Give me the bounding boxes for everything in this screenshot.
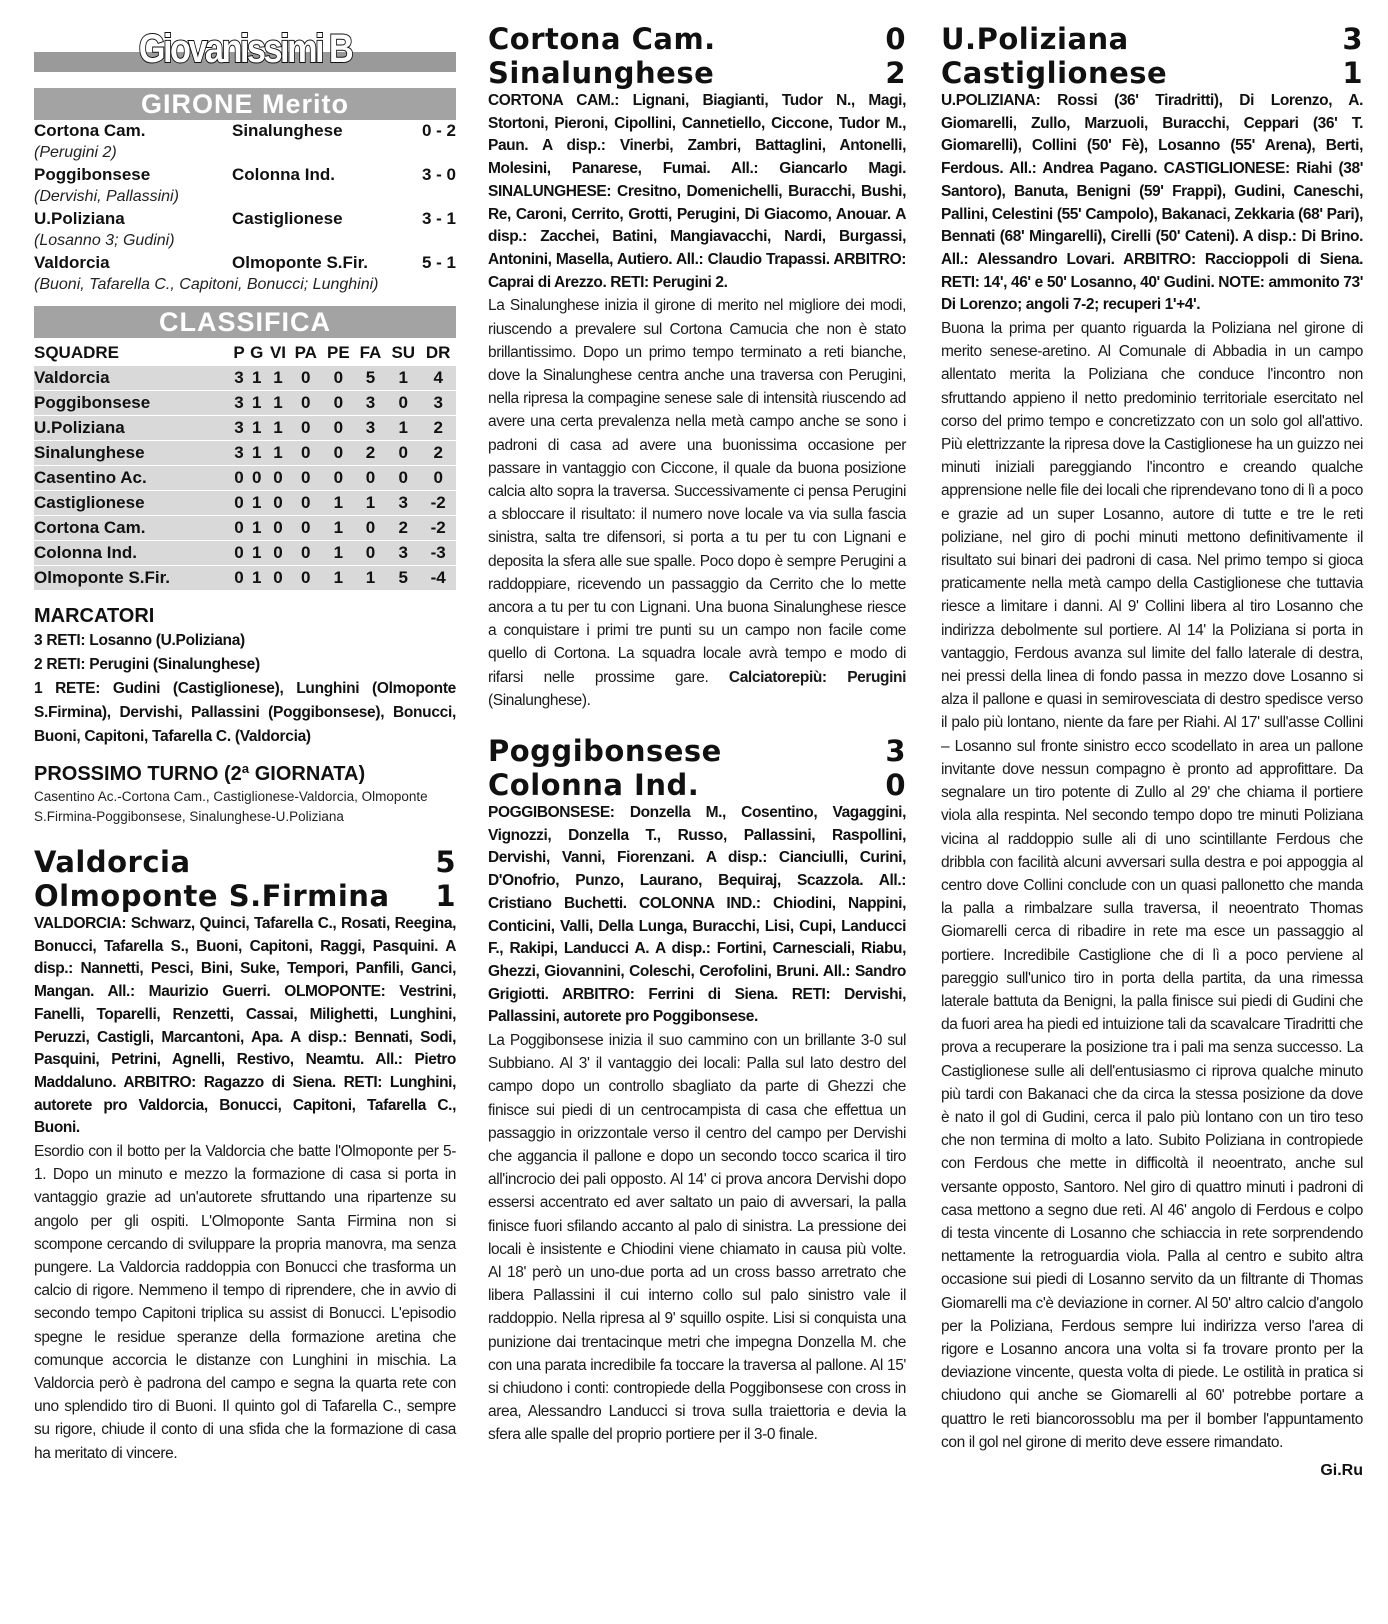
stat-cell: 0 — [355, 541, 386, 566]
stat-cell: 3 — [231, 391, 247, 416]
result-score: 5 - 1 — [421, 253, 456, 272]
stat-cell: 2 — [420, 441, 456, 466]
stat-cell: 0 — [386, 466, 420, 491]
stat-cell: 1 — [247, 541, 266, 566]
stat-cell: 0 — [322, 391, 355, 416]
col-header: PE — [327, 343, 350, 362]
team-name: Poggibonsese — [34, 391, 231, 416]
standings-row — [34, 566, 456, 591]
stat-cell: 0 — [290, 466, 322, 491]
prossimo-turno-title: PROSSIMO TURNO (2ª GIORNATA) — [34, 763, 366, 785]
result-score: 0 - 2 — [421, 121, 456, 140]
team-name: Sinalunghese — [34, 441, 231, 466]
match-header — [941, 56, 1363, 90]
stat-cell: 2 — [420, 416, 456, 441]
standings-row — [34, 466, 456, 491]
result-item — [34, 120, 456, 164]
standings-table — [34, 340, 456, 591]
calciatore-label: Calciatorepiù: Perugini — [728, 668, 906, 686]
col-header: SQUADRE — [34, 343, 120, 362]
stat-cell: 3 — [231, 416, 247, 441]
section-title — [34, 26, 456, 72]
result-scorers: (Losanno 3; Gudini) — [34, 232, 175, 249]
stat-cell: 1 — [355, 566, 386, 591]
home-team: U.Poliziana — [941, 22, 1129, 56]
match-header — [488, 56, 906, 90]
stat-cell: 0 — [266, 491, 289, 516]
stat-cell: 0 — [290, 516, 322, 541]
stat-cell: -2 — [420, 491, 456, 516]
stat-cell: 0 — [386, 391, 420, 416]
stat-cell: 0 — [322, 366, 355, 391]
match-header — [488, 768, 906, 802]
stat-cell: 3 — [231, 441, 247, 466]
stat-cell: 1 — [386, 366, 420, 391]
result-scorers: (Perugini 2) — [34, 144, 117, 161]
standings-row — [34, 416, 456, 441]
stat-cell: 2 — [355, 441, 386, 466]
stat-cell: 0 — [266, 541, 289, 566]
stat-cell: 1 — [247, 391, 266, 416]
stat-cell: 0 — [231, 491, 247, 516]
match-lineup: CORTONA CAM.: Lignani, Biagianti, Tudor N., Magi, Stortoni, Pieroni, Cipollini, Cannetiello, Ciccone, Tudor M., Paun. A disp.: Vinerbi, Zambri, Battaglini, Antonelli, Molesini, Panarese, Fumai. All.: Giancarlo Magi. SINALUNGHESE: Cresitno, Domenichelli, Buracchi, Bushi, Re, Caroni, Cerrito, Grotti, Perugini, Di Giacomo, Anouar. A disp.: Zacchei, Batini, Mangiavacchi, Nardi, Burgassi, Antonini, Masella, Autiero. All.: Claudio Trapassi. ARBITRO: Caprai di Arezzo. RETI: Perugini 2. — [488, 92, 906, 291]
home-team: Cortona Cam. — [488, 22, 716, 56]
result-away: Sinalunghese — [232, 121, 343, 140]
result-away: Castiglionese — [232, 209, 343, 228]
away-score: 1 — [1342, 56, 1363, 90]
standings-row — [34, 491, 456, 516]
marcatori-line: 2 RETI: Perugini (Sinalunghese) — [34, 656, 260, 673]
standings-body — [34, 366, 456, 591]
stat-cell: 1 — [247, 516, 266, 541]
result-scorers: (Buoni, Tafarella C., Capitoni, Bonucci; Lunghini) — [34, 276, 379, 293]
girone-title: GIRONE Merito — [34, 88, 456, 120]
stat-cell: 2 — [386, 516, 420, 541]
home-team: Poggibonsese — [488, 733, 722, 768]
stat-cell: 1 — [266, 416, 289, 441]
stat-cell: 1 — [247, 416, 266, 441]
stat-cell: 0 — [247, 466, 266, 491]
result-score: 3 - 1 — [421, 209, 456, 228]
stat-cell: 1 — [322, 566, 355, 591]
stat-cell: 0 — [290, 441, 322, 466]
match-header — [34, 845, 456, 879]
away-team: Sinalunghese — [488, 56, 715, 90]
match-header — [488, 734, 906, 768]
standings-row — [34, 516, 456, 541]
standings-row — [34, 541, 456, 566]
team-name: U.Poliziana — [34, 416, 231, 441]
result-score: 3 - 0 — [421, 165, 456, 184]
col-header: SU — [391, 343, 416, 362]
stat-cell: 4 — [420, 366, 456, 391]
away-team: Castiglionese — [941, 56, 1168, 90]
match-lineup: VALDORCIA: Schwarz, Quinci, Tafarella C., Rosati, Reegina, Bonucci, Tafarella S., Buoni, Capitoni, Raggi, Pasquini. A disp.: Nannetti, Pesci, Bini, Suke, Tempori, Panfili, Ganci, Mangan. All.: Maurizio Guerri. OLMOPONTE: Vestrini, Fanelli, Toparelli, Renzetti, Cassai, Milighetti, Lunghini, Peruzzi, Castigli, Marcantoni, Apa. A disp.: Bennati, Sodi, Pasquini, Petrini, Agnelli, Restivo, Neamtu. All.: Pietro Maddaluno. ARBITRO: Ragazzo di Siena. RETI: Lunghini, autorete pro Valdorcia, Bonucci, Capitoni, Tafarella C., Buoni. — [34, 915, 456, 1137]
result-home: Valdorcia — [34, 253, 110, 272]
team-name: Castiglionese — [34, 491, 231, 516]
stat-cell: 3 — [355, 416, 386, 441]
stat-cell: 1 — [266, 391, 289, 416]
result-away: Olmoponte S.Fir. — [232, 253, 369, 272]
stat-cell: 0 — [386, 441, 420, 466]
stat-cell: 0 — [231, 566, 247, 591]
stat-cell: 0 — [322, 441, 355, 466]
stat-cell: 0 — [290, 366, 322, 391]
column-middle — [488, 0, 906, 1447]
stat-cell: 1 — [322, 491, 355, 516]
result-away: Colonna Ind. — [232, 165, 335, 184]
stat-cell: 3 — [420, 391, 456, 416]
stat-cell: 0 — [290, 566, 322, 591]
standings-row — [34, 366, 456, 391]
away-team: Colonna Ind. — [488, 767, 700, 802]
result-scorers: (Dervishi, Pallassini) — [34, 188, 179, 205]
match-header — [34, 879, 456, 913]
stat-cell: 0 — [231, 516, 247, 541]
home-score: 5 — [435, 845, 456, 879]
stat-cell: 1 — [247, 366, 266, 391]
stat-cell: 1 — [247, 566, 266, 591]
stat-cell: 3 — [386, 541, 420, 566]
column-left — [34, 0, 456, 1465]
stat-cell: 0 — [322, 416, 355, 441]
match-report: La Poggibonsese inizia il suo cammino con un brillante 3-0 sul Subbiano. Al 3' il vantaggio dei locali: Palla sul lato destro del campo dopo un controllo sbagliato da parte di Ghezzi che finisce sui piedi di un centrocampista di casa che effettua un passaggio in orizzontale verso il centro del campo per Dervishi che aggancia il pallone e dopo un secondo tocco scarica il tiro all'incrocio dei pali opposto. Al 14' ci prova ancora Dervishi dopo essersi accentrato ed aver saltato un paio di avversari, la palla finisce fuori sfilando accanto al palo di sinistra. La pressione dei locali è insistente e Chiodini viene chiamato in causa più volte. Al 18' però un uno-due porta ad un cross basso arretrato che libera Pallassini il cui interno collo sul palo sinistro vale il raddoppio. Nella ripresa al 9' squillo ospite. Lisi si conquista una punizione dai trentacinque metri che impegna Donzella M. che con una parata incredibile fa toccare la traversa al pallone. Al 15' si chiudono i conti: contropiede della Poggibonsese con cross in area, Alessandro Landucci si trova sulla traiettoria e devia la sfera alle spalle del proprio portiere per il 3-0 finale. — [488, 1032, 906, 1444]
result-item — [34, 164, 456, 208]
calciatore-team: (Sinalunghese). — [488, 691, 591, 709]
match-header — [488, 22, 906, 56]
result-item — [34, 252, 456, 296]
home-score: 3 — [1342, 22, 1363, 56]
match-lineup: U.POLIZIANA: Rossi (36' Tiradritti), Di Lorenzo, A. Giomarelli, Zullo, Marzuoli, Buracchi, Ceppari (36' T. Giomarelli), Collini (50' Fè), Losanno (55' Arena), Berti, Ferdous. All.: Andrea Pagano. CASTIGLIONESE: Riahi (38' Santoro), Banuta, Benigni (59' Frappi), Gudini, Caneschi, Pallini, Celestini (55' Campolo), Bakanaci, Zekkaria (68' Pari), Bennati (68' Mingarelli), Cirelli (50' Cateni). A disp.: Di Brino. All.: Alessandro Lovari. ARBITRO: Raccioppoli di Siena. RETI: 14', 46' e 50' Losanno, 40' Gudini. NOTE: ammonito 73' Di Lorenzo; angoli 7-2; recuperi 1'+4'. — [941, 92, 1363, 314]
home-score: 3 — [885, 733, 906, 768]
stat-cell: 0 — [290, 541, 322, 566]
standings-header — [34, 340, 456, 366]
col-header: DR — [425, 343, 451, 362]
match-report — [488, 294, 906, 712]
result-home: Cortona Cam. — [34, 121, 146, 140]
col-header: VI — [269, 343, 286, 362]
stat-cell: 0 — [355, 466, 386, 491]
stat-cell: 0 — [322, 466, 355, 491]
stat-cell: 0 — [290, 491, 322, 516]
away-score: 0 — [885, 767, 906, 802]
match-report: Buona la prima per quanto riguarda la Poliziana nel girone di merito senese-aretino. Al Comunale di Abbadia in un campo allentato merita la Poliziana che conduce l'incontro non sfruttando appieno il netto predominio territoriale esercitato nel corso del primo tempo e concretizzato con un solo gol all'attivo. Più elettrizzante la ripresa dove la Castiglionese ha un guizzo nei minuti iniziali pareggiando l'incontro e creando qualche apprensione nelle file dei locali che riprendevano tono di lì a poco e grazie ad un super Losanno, autore di tutte e tre le reti poliziane, nel giro di pochi minuti mettono definitivamente il risultato sui binari dei padroni di casa. Nel primo tempo si gioca praticamente nella metà campo della Castiglionese che tuttavia riesce a limitare i danni. Al 9' Collini libera al tiro Losanno che indirizza debolmente sul portiere. Al 14' la Poliziana si porta in vantaggio, Ferdous avanza sul limite del fallo laterale di destra, nei pressi della linea di fondo passa in mezzo dove Losanno si alza il pallone e quasi in semirovesciata di destro spedisce verso il palo più lontano, niente da fare per Riahi. Al 17' sull'asse Collini – Losanno sul fronte sinistro ecco scodellato in area un pallone invitante dove nessun compagno è pronto ad approfittare. Da segnalare un tiro potente di Zullo al 29' che chiama il portiere viola alla respinta. Nel secondo tempo dopo tre minuti Poliziana vicina al raddoppio sulle ali di uno scintillante Ferdous che dribbla con facilità alcuni avversari sulla destra e poi appoggia al centro dove Collini conclude con un quasi pallonetto che manda la palla a rimbalzare sulla traversa, il neoentrato Thomas Giomarelli cerca di ribadire in rete ma esce un passaggio al portiere. Incredibile Castiglione che di lì a poco perviene al pareggio sull'unico tiro in porta della partita, da una rimessa laterale battuta da Benigni, la palla finisce sui piedi di Gudini che da fuori area ha piedi ed intuizione tali da scavalcare Tiradritti che prova a recuperare la posizione tra i pali ma senza successo. La Castiglionese sulle ali dell'entusiasmo ci riprova qualche minuto più tardi con Bakanaci che da circa la stessa posizione da dove è nato il gol di Gudini, cerca il palo più lontano con un tiro teso che non termina di molto a lato. Subito Poliziana in contropiede con Ferdous che mette in difficoltà il neoentrato, anche sul versante opposto, Santoro. Nel giro di quattro minuti i padroni di casa mettono a segno due reti. Al 46' angolo di Ferdous e colpo di testa vincente di Losanno che schiaccia in rete sorprendendo nettamente la retroguardia viola. Palla al centro e subito altra occasione sui piedi di Losanno servito da un filtrante di Thomas Giomarelli ma c'è deviazione in corner. Al 50' altro calcio d'angolo per la Poliziana, Ferdous sempre lui indirizza verso l'area di rigore e Losanno ancora una volta si fa trovare pronto per la deviazione vincente, questa volta di piede. Le ostilità in pratica si chiudono qui anche se Giomarelli al 60' potrebbe portare a quattro le reti biancorossoblu ma per il bomber l'appuntamento con il gol nel girone di merito deve essere rimandato. — [941, 320, 1363, 1451]
away-team: Olmoponte S.Firmina — [34, 879, 390, 913]
stat-cell: 0 — [290, 391, 322, 416]
stat-cell: 1 — [355, 491, 386, 516]
match-report: Esordio con il botto per la Valdorcia che batte l'Olmoponte per 5-1. Dopo un minuto e mezzo la formazione di casa si porta in vantaggio grazie ad un'autorete sfruttando una ripartenze su angolo per gli ospiti. L'Olmoponte Santa Firmina non si scompone cercando di sviluppare la propria manovra, ma senza pungere. La Valdorcia raddoppia con Bonucci che trasforma un calcio di rigore. Nemmeno il tempo di riprendere, che in avvio di secondo tempo Capitoni triplica su assist di Bonucci. L'episodio spegne le residue speranze della formazione aretina che comunque accorcia le distanze con Lunghini in mischia. La Valdorcia però è padrona del campo e segna la quarta rete con uno splendido tiro di Buoni. Il quinto gol di Tafarella C., sempre su rigore, chiude il conto di una sfida che la formazione di casa ha meritato di vincere. — [34, 1143, 456, 1462]
home-team: Valdorcia — [34, 845, 191, 879]
stat-cell: 1 — [386, 416, 420, 441]
home-score: 0 — [885, 22, 906, 56]
stat-cell: 0 — [355, 516, 386, 541]
stat-cell: -4 — [420, 566, 456, 591]
match-lineup: POGGIBONSESE: Donzella M., Cosentino, Vagaggini, Vignozzi, Donzella T., Russo, Pallassini, Raspollini, Dervishi, Vanni, Fiorenzani. A disp.: Cianciulli, Curini, D'Onofrio, Punzo, Laurano, Bequiraj, Scazzola. All.: Cristiano Buchetti. COLONNA IND.: Chiodini, Nappini, Conticini, Valli, Della Lunga, Buracchi, Lisi, Cupi, Landucci F., Rakipi, Landucci A. A disp.: Fortini, Carnesciali, Riabu, Ghezzi, Giovannini, Coleschi, Cerofolini, Bruni. All.: Sandro Grigiotti. ARBITRO: Ferrini di Siena. RETI: Dervishi, Pallassini, autorete pro Poggibonsese. — [488, 803, 906, 1026]
stat-cell: 1 — [247, 441, 266, 466]
stat-cell: 0 — [266, 466, 289, 491]
stat-cell: 5 — [355, 366, 386, 391]
stat-cell: 3 — [231, 366, 247, 391]
stat-cell: 0 — [420, 466, 456, 491]
marcatori-title: MARCATORI — [34, 605, 155, 627]
stat-cell: 0 — [231, 541, 247, 566]
stat-cell: 0 — [266, 516, 289, 541]
prossimo-turno-text: Casentino Ac.-Cortona Cam., Castiglionese-Valdorcia, Olmoponte S.Firmina-Poggibonsese, Sinalunghese-U.Poliziana — [34, 789, 428, 824]
marcatori-line: 1 RETE: Gudini (Castiglionese), Lunghini (Olmoponte S.Firmina), Dervishi, Pallassini (Poggibonsese), Bonucci, Buoni, Capitoni, Tafarella C. (Valdorcia) — [34, 680, 456, 745]
team-name: Olmoponte S.Fir. — [34, 566, 231, 591]
col-header: FA — [359, 343, 382, 362]
stat-cell: 0 — [290, 416, 322, 441]
standings-row — [34, 441, 456, 466]
away-score: 1 — [435, 879, 456, 913]
match-header — [941, 22, 1363, 56]
away-score: 2 — [885, 56, 906, 90]
result-home: U.Poliziana — [34, 209, 125, 228]
stat-cell: 3 — [355, 391, 386, 416]
team-name: Casentino Ac. — [34, 466, 231, 491]
column-right — [941, 0, 1363, 1480]
stat-cell: 3 — [386, 491, 420, 516]
stat-cell: 1 — [322, 541, 355, 566]
author-signature: Gi.Ru — [1320, 1461, 1363, 1479]
result-item — [34, 208, 456, 252]
standings-row — [34, 391, 456, 416]
result-home: Poggibonsese — [34, 165, 151, 184]
stat-cell: 1 — [247, 491, 266, 516]
team-name: Colonna Ind. — [34, 541, 231, 566]
stat-cell: 1 — [322, 516, 355, 541]
stat-cell: -2 — [420, 516, 456, 541]
classifica-title: CLASSIFICA — [34, 306, 456, 338]
stat-cell: -3 — [420, 541, 456, 566]
stat-cell: 0 — [231, 466, 247, 491]
team-name: Cortona Cam. — [34, 516, 231, 541]
marcatori-line: 3 RETI: Losanno (U.Poliziana) — [34, 632, 245, 649]
col-header: P — [233, 343, 245, 362]
match-report-text: La Sinalunghese inizia il girone di merito nel migliore dei modi, riuscendo a prevalere sul Cortona Camucia che non è stato brillantissimo. Dopo un primo tempo terminato a reti bianche, dove la Sinalunghese centra anche una traversa con Perugini, nella ripresa la compagine senese sale di intensità riuscendo ad avere una certa prevalenza nella metà campo anche se sono i padroni di casa ad avere una buonissima occasione per passare in vantaggio con Ciccone, il quale da buona posizione calcia alto sopra la traversa. Successivamente ci pensa Perugini a sbloccare il risultato: il numero nove locale va via sulla fascia sinistra, salta tre difensori, si porta a tu per tu con Lignani e deposita la sfera alle sue spalle. Poco dopo è sempre Perugini a raddoppiare, ricevendo un passaggio da Cerrito che lo mette ancora a tu per tu con Lignani. Una buona Sinalunghese riesce a conquistare i primi tre punti su un campo non facile come quello di Cortona. La squadra locale avrà tempo e modo di rifarsi nelle prossime gare. — [488, 297, 906, 686]
stat-cell: 5 — [386, 566, 420, 591]
team-name: Valdorcia — [34, 366, 231, 391]
section-title-text: Giovanissimi B — [138, 27, 352, 71]
col-header: G — [250, 343, 264, 362]
stat-cell: 0 — [266, 566, 289, 591]
stat-cell: 1 — [266, 366, 289, 391]
stat-cell: 1 — [266, 441, 289, 466]
col-header: PA — [294, 343, 317, 362]
results-list — [34, 120, 456, 296]
